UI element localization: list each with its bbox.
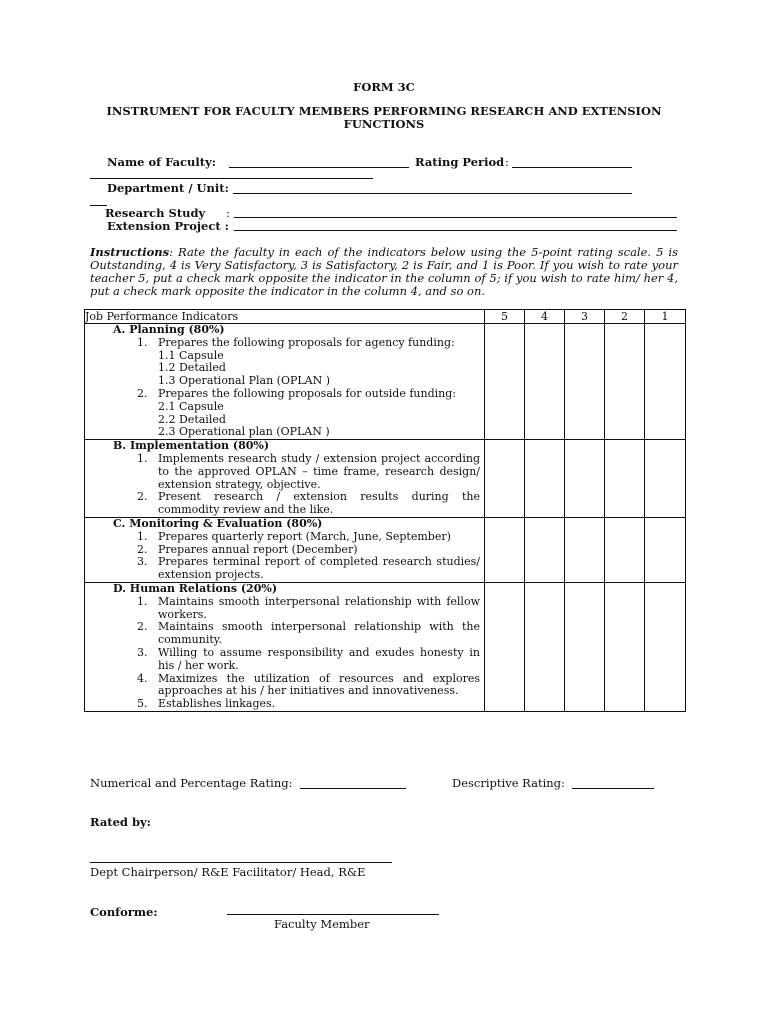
table-row [85,324,686,440]
sub-item: 2.3 Operational plan (OPLAN ) [158,425,330,439]
numerical-rating-label: Numerical and Percentage Rating: [90,776,293,790]
rated-by-label: Rated by: [90,815,151,829]
item-text: Maximizes the utilization of resources and explores approaches at his / her initiatives and innovativeness. [158,671,480,698]
sub-item: 2.1 Capsule [158,399,224,413]
item-text: Willing to assume responsibility and exudes honesty in his / her work. [158,645,480,672]
item-number: 4. [137,671,148,685]
descriptive-rating-field[interactable] [572,788,654,789]
rating-cell-5[interactable] [485,440,525,518]
chairperson-signature-line[interactable] [90,862,392,863]
rating-period-label: Rating Period [415,155,505,169]
descriptive-rating-label: Descriptive Rating: [452,776,565,790]
sub-item: 1.3 Operational Plan (OPLAN ) [158,374,331,388]
indicator-item [85,531,484,544]
rating-table [84,309,686,712]
rating-cell-4[interactable] [525,440,565,518]
item-number: 1. [137,335,148,349]
table-row [85,517,686,582]
item-number: 3. [137,645,148,659]
indicator-item [85,621,484,647]
item-number: 1. [137,451,148,465]
indicator-item [85,388,484,401]
item-number: 2. [137,542,148,556]
name-continuation-line[interactable] [90,178,373,179]
sub-item: 1.1 Capsule [158,348,224,362]
form-id: FORM 3C [353,80,415,94]
rating-cell-2[interactable] [605,440,645,518]
rating-cell-2[interactable] [605,582,645,711]
department-unit-field[interactable] [233,193,632,194]
item-text: Prepares terminal report of completed research studies/ extension projects. [158,555,480,582]
rating-cell-1[interactable] [645,517,686,582]
item-text: Maintains smooth interpersonal relationship with the community. [158,620,480,647]
rating-cell-5[interactable] [485,517,525,582]
item-number: 1. [137,594,148,608]
table-header-row [85,310,686,324]
indicators-header: Job Performance Indicators [85,310,485,324]
rating-cell-1[interactable] [645,440,686,518]
instructions-text: : Rate the faculty in each of the indicators below using the 5-point rating scale. 5 is Outstanding, 4 is Very Satisfactory, 3 is Satisfactory, 2 is Fair, and 1 is Poor. If you wish to rate your teacher 5, put a check mark opposite the indicator in the column of 5; if you wish to rate him/ her 4, put a check mark opposite the indicator in the column 4, and so on. [90,245,678,298]
section-title: D. Human Relations (20%) [113,581,278,595]
indicator-item [85,453,484,491]
item-text: Maintains smooth interpersonal relationship with fellow workers. [158,594,480,621]
indicator-item [85,491,484,517]
item-text: Present research / extension results during the commodity review and the like. [158,490,480,517]
rating-cell-3[interactable] [565,324,605,440]
item-number: 2. [137,620,148,634]
extension-project-label: Extension Project : [107,219,229,233]
item-text: Implements research study / extension project according to the approved OPLAN – time frame, research design/ extension strategy, objective. [158,451,480,491]
item-text: Prepares the following proposals for agency funding: [158,335,455,349]
rating-cell-4[interactable] [525,517,565,582]
indicator-item [85,556,484,582]
item-text: Prepares annual report (December) [158,542,358,556]
table-row [85,440,686,518]
form-title-line1: INSTRUMENT FOR FACULTY MEMBERS PERFORMING RESEARCH AND EXTENSION [106,104,662,118]
section-monitoring-evaluation [85,517,485,582]
rating-cell-2[interactable] [605,517,645,582]
conforme-label: Conforme: [90,905,158,919]
name-of-faculty-label: Name of Faculty: [107,155,217,169]
section-implementation [85,440,485,518]
instructions-paragraph [90,246,678,298]
scale-header-4: 4 [525,310,565,324]
section-title: C. Monitoring & Evaluation (80%) [113,516,323,530]
rating-period-field[interactable] [512,167,632,168]
item-number: 5. [137,697,148,711]
sub-item: 1.2 Detailed [158,361,226,375]
item-text: Prepares quarterly report (March, June, September) [158,529,451,543]
scale-header-2: 2 [605,310,645,324]
rating-cell-3[interactable] [565,440,605,518]
rating-cell-1[interactable] [645,324,686,440]
rating-cell-5[interactable] [485,582,525,711]
chairperson-label: Dept Chairperson/ R&E Facilitator/ Head, R&E [90,865,366,879]
indicator-item [85,673,484,699]
research-study-field[interactable] [234,217,677,218]
numerical-rating-field[interactable] [300,788,406,789]
scale-header-5: 5 [485,310,525,324]
item-number: 3. [137,555,148,569]
sub-item: 2.2 Detailed [158,412,226,426]
rating-cell-4[interactable] [525,582,565,711]
form-title-line2: FUNCTIONS [343,117,425,131]
table-row [85,582,686,711]
section-human-relations [85,582,485,711]
research-study-colon: : [226,206,230,220]
faculty-member-label: Faculty Member [274,917,370,931]
scale-header-3: 3 [565,310,605,324]
indicator-item [85,698,484,711]
rating-cell-3[interactable] [565,582,605,711]
item-number: 2. [137,386,148,400]
instructions-lead: Instructions [90,245,170,259]
rating-cell-3[interactable] [565,517,605,582]
indicator-item [85,596,484,622]
item-text: Establishes linkages. [158,697,276,711]
name-of-faculty-field[interactable] [229,167,409,168]
section-title: A. Planning (80%) [113,323,225,336]
item-number: 2. [137,490,148,504]
department-unit-label: Department / Unit: [107,181,229,195]
rating-cell-5[interactable] [485,324,525,440]
rating-period-colon: : [505,155,509,169]
rating-cell-4[interactable] [525,324,565,440]
rating-cell-2[interactable] [605,324,645,440]
section-title: B. Implementation (80%) [113,439,270,453]
scale-header-1: 1 [645,310,686,324]
faculty-signature-line[interactable] [227,914,439,915]
rating-cell-1[interactable] [645,582,686,711]
research-study-label: Research Study [105,206,206,220]
extension-project-field[interactable] [234,230,677,231]
indicator-item [85,647,484,673]
indicator-item [85,337,484,350]
item-number: 1. [137,529,148,543]
item-text: Prepares the following proposals for outside funding: [158,386,456,400]
section-planning [85,324,485,440]
